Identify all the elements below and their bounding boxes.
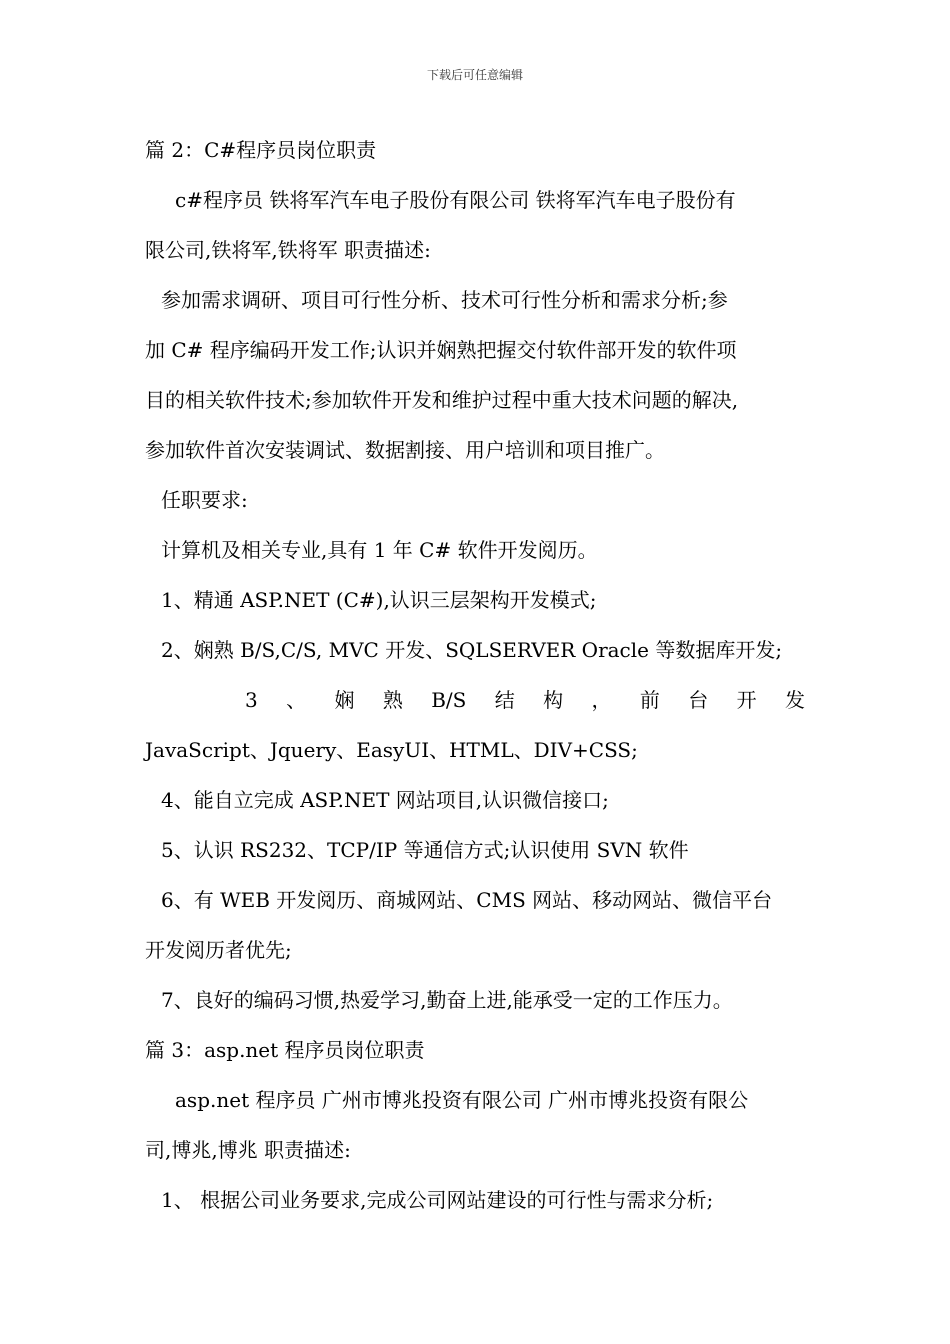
list-item: 2、娴熟 B/S,C/S, MVC 开发、SQLSERVER Oracle 等数据库开发; [161,638,783,662]
section-heading-2: 篇 2：C#程序员岗位职责 [145,138,377,162]
justified-char: 构 [543,688,564,712]
justified-char: 3 [245,688,258,712]
paragraph-line: 计算机及相关专业,具有 1 年 C# 软件开发阅历。 [161,538,598,562]
paragraph-line: 加 C# 程序编码开发工作;认识并娴熟把握交付软件部开发的软件项 [145,338,737,362]
list-item: 6、有 WEB 开发阅历、商城网站、CMS 网站、移动网站、微信平台 [161,888,773,912]
list-item: 1、 根据公司业务要求,完成公司网站建设的可行性与需求分析; [161,1188,714,1212]
paragraph-line: 目的相关软件技术;参加软件开发和维护过程中重大技术问题的解决, [145,388,739,412]
list-item: 5、认识 RS232、TCP/IP 等通信方式;认识使用 SVN 软件 [161,838,689,862]
requirements-label: 任职要求: [161,488,248,512]
section-heading-3: 篇 3：asp.net 程序员岗位职责 [145,1038,425,1062]
justified-char: 发 [785,688,805,712]
list-item: 4、能自立完成 ASP.NET 网站项目,认识微信接口; [161,788,609,812]
paragraph-line: c#程序员 铁将军汽车电子股份有限公司 铁将军汽车电子股份有 [175,188,736,212]
document-body [145,125,805,1225]
page-header: 下载后可任意编辑 [426,68,523,82]
justified-char: ， [591,688,612,712]
paragraph-line: JavaScript、Jquery、EasyUI、HTML、DIV+CSS; [145,738,638,762]
justified-char: 熟 [382,688,403,712]
justified-char: B/S [431,688,467,712]
justified-char: 娴 [334,688,355,712]
justified-list-item [145,675,805,725]
justified-char: 前 [639,688,660,712]
paragraph-line: 参加需求调研、项目可行性分析、技术可行性分析和需求分析;参 [161,288,728,312]
paragraph-line: 开发阅历者优先; [145,938,292,962]
justified-char: 台 [688,688,709,712]
paragraph-line: 参加软件首次安装调试、数据割接、用户培训和项目推广。 [145,438,665,462]
paragraph-line: 司,博兆,博兆 职责描述: [145,1138,351,1162]
paragraph-line: asp.net 程序员 广州市博兆投资有限公司 广州市博兆投资有限公 [175,1088,749,1112]
justified-char: 结 [494,688,515,712]
justified-char: 、 [286,688,307,712]
paragraph-line: 限公司,铁将军,铁将军 职责描述: [145,238,431,262]
justified-char: 开 [736,688,757,712]
list-item: 1、精通 ASP.NET (C#),认识三层架构开发模式; [161,588,597,612]
list-item: 7、良好的编码习惯,热爱学习,勤奋上进,能承受一定的工作压力。 [161,988,733,1012]
